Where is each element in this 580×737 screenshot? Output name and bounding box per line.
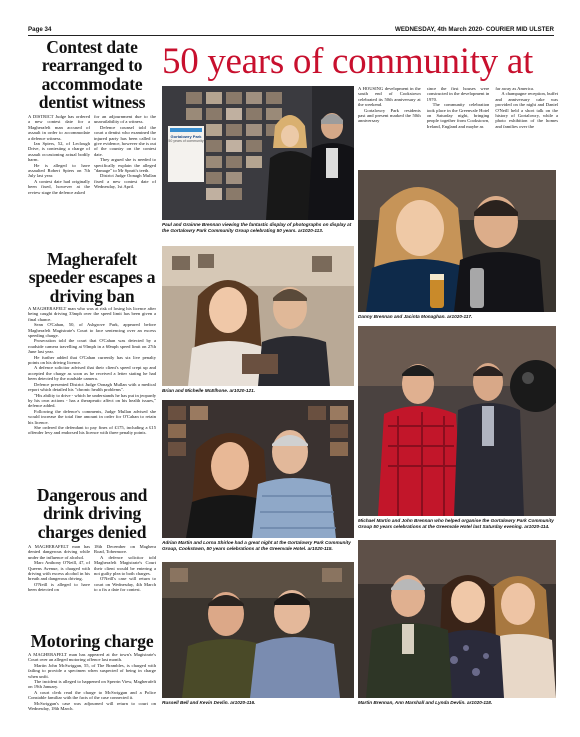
- main-story-body: [358, 86, 558, 168]
- caption-7: Martin Brennan, Ann Marshall and Lynda Devlin. ar1020-118.: [358, 700, 493, 705]
- photo-display-board: [162, 86, 354, 220]
- story4-headline: Motoring charge: [30, 632, 154, 651]
- story2-body: A MAGHERAFELT man who was at risk of losing his licence after being caught driving 33mph over the speed limit has been given a final chance. Sean O'Cahan, 50, of Ashgrove Park, appeared before Magherafelt Magistrate's Court to face sentencing over an excess speeding charge. Prosecution told the court that O'Cahan was detected by a roadside camera travelling at 93mph in a 60mph speed limit on 27th June last year. He further added that O'Cahan currently has six live penalty points on his driving licence. A defence solicitor advised that their client's speed crept up and accepted the charge as soon as he received a letter stating he had been detected by the roadside camera. Defence presented District Judge Oonagh Mullan with a medical report which detailed his "chronic health problems". "His ability to drive - which he understands he has put in jeopardy by his own actions - has a therapeutic affect on his health issues," defence added. Following the defence's comments, Judge Mullan advised she would increase the total fine amount in order for O'Cahan to retain his licence. She ordered the defendant to pay fines of £175, including a £15 offender levy and endorsed his licence with three penalty points.: [28, 306, 156, 436]
- story3-headline: Dangerous and drink driving charges denied: [36, 486, 148, 542]
- display-sign: Gortalowry Park 50 years of community: [168, 134, 204, 143]
- main-headline: 50 years of community at: [162, 41, 533, 82]
- story4-body: A MAGHERAFELT man has appeared at the town's Magistrate's Court over an alleged motoring offence last month. Martin John McSwiggan, 55, of The Brambles, is charged with failing to provide a specimen when suspected of being in charge when unfit. The incident is alleged to happened on Sperrin View, Magherafelt on 19th January. A court clerk read the charge to McSwiggan and a Police Constable familiar with the facts of the case connected it. McSwiggan's case was adjourned will return to court on Wednesday, 18th March.: [28, 652, 156, 712]
- photo-martin-ann-lynda: [358, 540, 556, 698]
- page-number: Page 34: [28, 26, 52, 33]
- main-col1: A HOUSING development in the south end of Cookstown celebrated its 50th anniversary at the weekend. Gortalowry Park residents past and present marked the 50th anniversary: [358, 86, 421, 124]
- main-col2: since the first houses were constructed in the development in 1970. The community celebration took place in the Greenvale Hotel on Saturday night, bringing people together from Cookstown, Ireland, England and maybe as: [426, 86, 490, 129]
- caption-3: Brian and Michelle McElhone. ar1020-121.: [162, 388, 256, 393]
- caption-2: Danny Brennan and Jacinta Monaghan. ar1020-117.: [358, 314, 473, 319]
- story3-body: [28, 544, 156, 630]
- story1-col1: A DISTRICT Judge has ordered a new contest date for a Magherafelt man accused of assault in order to accommodate a defence witness. Ian Spiers, 52, of Leclough Drive, is contesting a charge of assault occasioning actual bodily harm. He is alleged to have assaulted Robert Spiers on 7th July last year. A contest date had originally been fixed, however at the review stage the defence asked: [28, 114, 90, 195]
- story1-headline: Contest date rearranged to accommodate dentist witness: [38, 38, 146, 113]
- photo-adrian-lorna: [162, 400, 354, 538]
- photo-michael-john: [358, 326, 556, 516]
- caption-4: Michael Martin and John Brennan who helped organise the Gortalowry Park Community Group 50 years celebrations at the Greenvale Hotel last Saturday evening. ar1020-114.: [358, 518, 554, 529]
- photo-russell-kevin: [162, 562, 354, 698]
- caption-6: Russell Bell and Kevin Devlin. ar1020-116.: [162, 700, 256, 705]
- page-header: [28, 26, 554, 36]
- photo-danny-jacinta: [358, 170, 556, 312]
- story1-col2: for an adjournment due to the unavailability of a witness. Defence counsel told the court a dentist who examined the injured party has been called to give evidence, however she is out of the country on the contest date. They argued she is needed to specifically explain the alleged "damage" to Mr Spratt's teeth. District Judge Oonagh Mullan fixed a new contest date of Wednesday, 1st April.: [94, 114, 156, 190]
- main-col3: far away as America. A champagne reception, buffet and anniversary cake was provided on the night and Daniel O'Neill held a short talk on the history of Gortalowry, while a photo exhibition of the homes and families over the: [495, 86, 559, 129]
- left-column: [28, 38, 156, 732]
- story3-col1: A MAGHERAFELT man has denied dangerous driving while under the influence of alcohol. Marc Anthony O'Neill, 47, of Queens Avenue, is charged with driving with excess alcohol in his breath and dangerous driving. O'Neill is alleged to have been detected on: [28, 544, 90, 593]
- story2-headline: Magherafelt speeder escapes a driving ban: [28, 250, 156, 306]
- paper-date: WEDNESDAY, 4th March 2020- COURIER MID ULSTER: [395, 26, 554, 33]
- caption-5: Adrian Martin and Lorna Shirloe had a great night at the Gortalowry Park Community Group, Cookstown, 50 years celebrations at the Greenvale Hotel. ar1020-115.: [162, 540, 351, 551]
- story1-body: [28, 114, 156, 246]
- photo-brian-michelle: [162, 246, 354, 386]
- caption-1: Paul and Grainne Brennan viewing the fantastic display of photographs on display at the Gortalowry Park Community Group celebrating 50 years. ar1020-113.: [162, 222, 352, 233]
- story3-col2: 18th December on Maghera Road, Tobermore. A defence solicitor told Magherafelt Magistrate's Court their client would be entering a not guilty plea to both charges. O'Neill's case will return to court on Wednesday, 4th March to a fix a date for contest.: [94, 544, 156, 593]
